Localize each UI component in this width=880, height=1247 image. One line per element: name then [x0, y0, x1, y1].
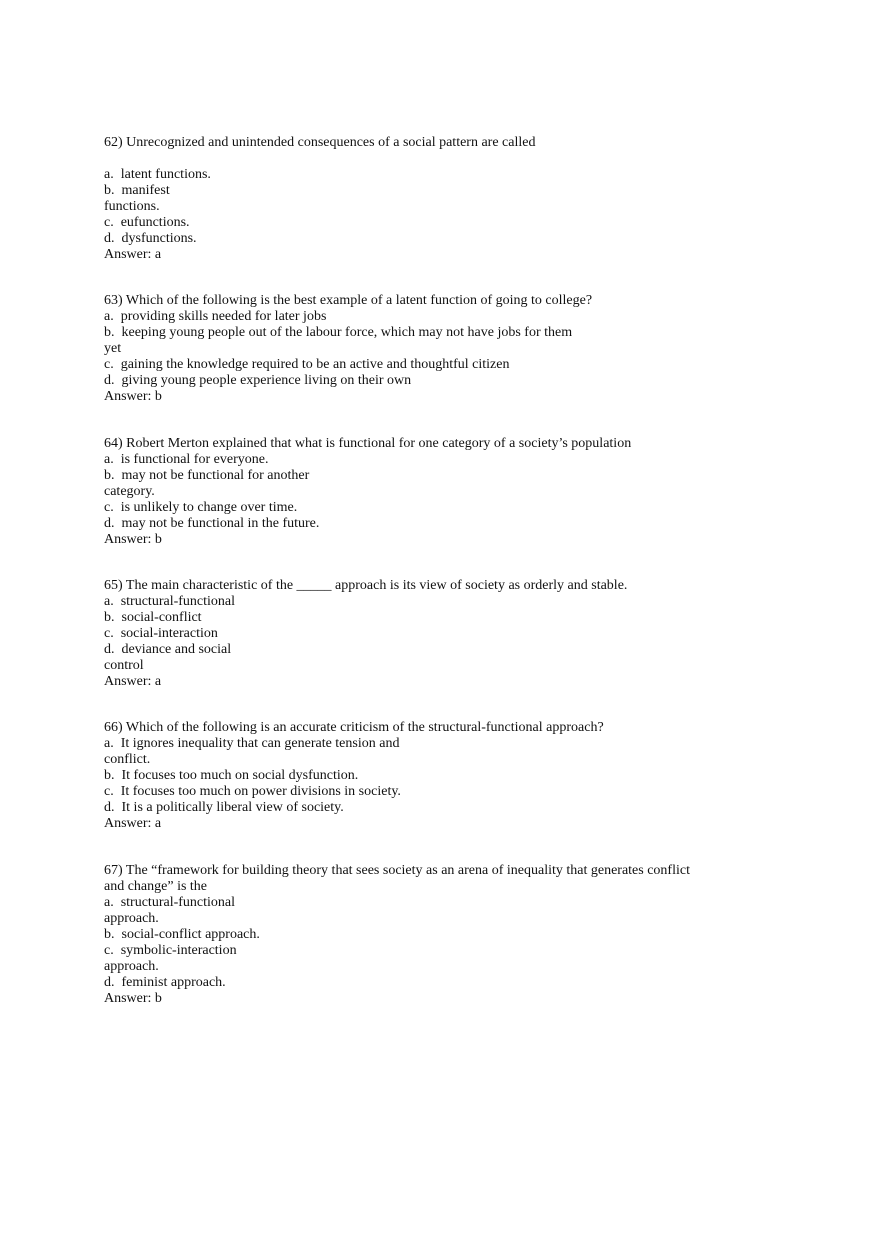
question-stem: 62) Unrecognized and unintended consequences of a social pattern are called	[104, 135, 536, 150]
option-line: d. may not be functional in the future.	[104, 516, 320, 531]
question-65	[104, 578, 724, 690]
option-line: yet	[104, 341, 122, 356]
option-line: b. It focuses too much on social dysfunction.	[104, 768, 359, 783]
question-64	[104, 436, 724, 548]
option-line: b. social-conflict	[104, 610, 202, 625]
option-line: a. latent functions.	[104, 167, 211, 182]
question-stem: 64) Robert Merton explained that what is functional for one category of a society’s population	[104, 436, 632, 451]
question-stem: 67) The “framework for building theory that sees society as an arena of inequality that generates conflict	[104, 863, 690, 878]
blank-line	[104, 151, 724, 167]
question-63	[104, 293, 724, 405]
question-62	[104, 135, 724, 263]
option-line: d. dysfunctions.	[104, 231, 197, 246]
option-line: approach.	[104, 959, 159, 974]
option-line: b. keeping young people out of the labour force, which may not have jobs for them	[104, 325, 573, 340]
option-line: a. structural-functional	[104, 594, 236, 609]
option-line: b. may not be functional for another	[104, 468, 310, 483]
option-line: c. is unlikely to change over time.	[104, 500, 298, 515]
option-line: d. giving young people experience living on their own	[104, 373, 412, 388]
option-line: approach.	[104, 911, 159, 926]
option-line: d. deviance and social	[104, 642, 232, 657]
answer-line: Answer: a	[104, 674, 162, 689]
answer-line: Answer: b	[104, 991, 162, 1006]
option-line: c. social-interaction	[104, 626, 218, 641]
option-line: a. is functional for everyone.	[104, 452, 269, 467]
option-line: control	[104, 658, 144, 673]
option-line: a. It ignores inequality that can generate tension and	[104, 736, 400, 751]
option-line: c. eufunctions.	[104, 215, 190, 230]
question-stem: and change” is the	[104, 879, 208, 894]
option-line: c. gaining the knowledge required to be an active and thoughtful citizen	[104, 357, 510, 372]
option-line: b. social-conflict approach.	[104, 927, 260, 942]
option-line: c. symbolic-interaction	[104, 943, 237, 958]
option-line: functions.	[104, 199, 160, 214]
answer-line: Answer: a	[104, 247, 162, 262]
option-line: category.	[104, 484, 155, 499]
option-line: a. structural-functional	[104, 895, 236, 910]
question-stem: 65) The main characteristic of the _____ approach is its view of society as orderly and stable.	[104, 578, 628, 593]
option-line: b. manifest	[104, 183, 170, 198]
answer-line: Answer: b	[104, 532, 162, 547]
answer-line: Answer: b	[104, 389, 162, 404]
question-stem: 66) Which of the following is an accurate criticism of the structural-functional approach?	[104, 720, 604, 735]
answer-line: Answer: a	[104, 816, 162, 831]
option-line: a. providing skills needed for later jobs	[104, 309, 327, 324]
option-line: d. It is a politically liberal view of society.	[104, 800, 344, 815]
question-67	[104, 863, 724, 1007]
option-line: d. feminist approach.	[104, 975, 226, 990]
option-line: conflict.	[104, 752, 151, 767]
option-line: c. It focuses too much on power divisions in society.	[104, 784, 401, 799]
question-stem: 63) Which of the following is the best example of a latent function of going to college?	[104, 293, 593, 308]
question-66	[104, 720, 724, 832]
